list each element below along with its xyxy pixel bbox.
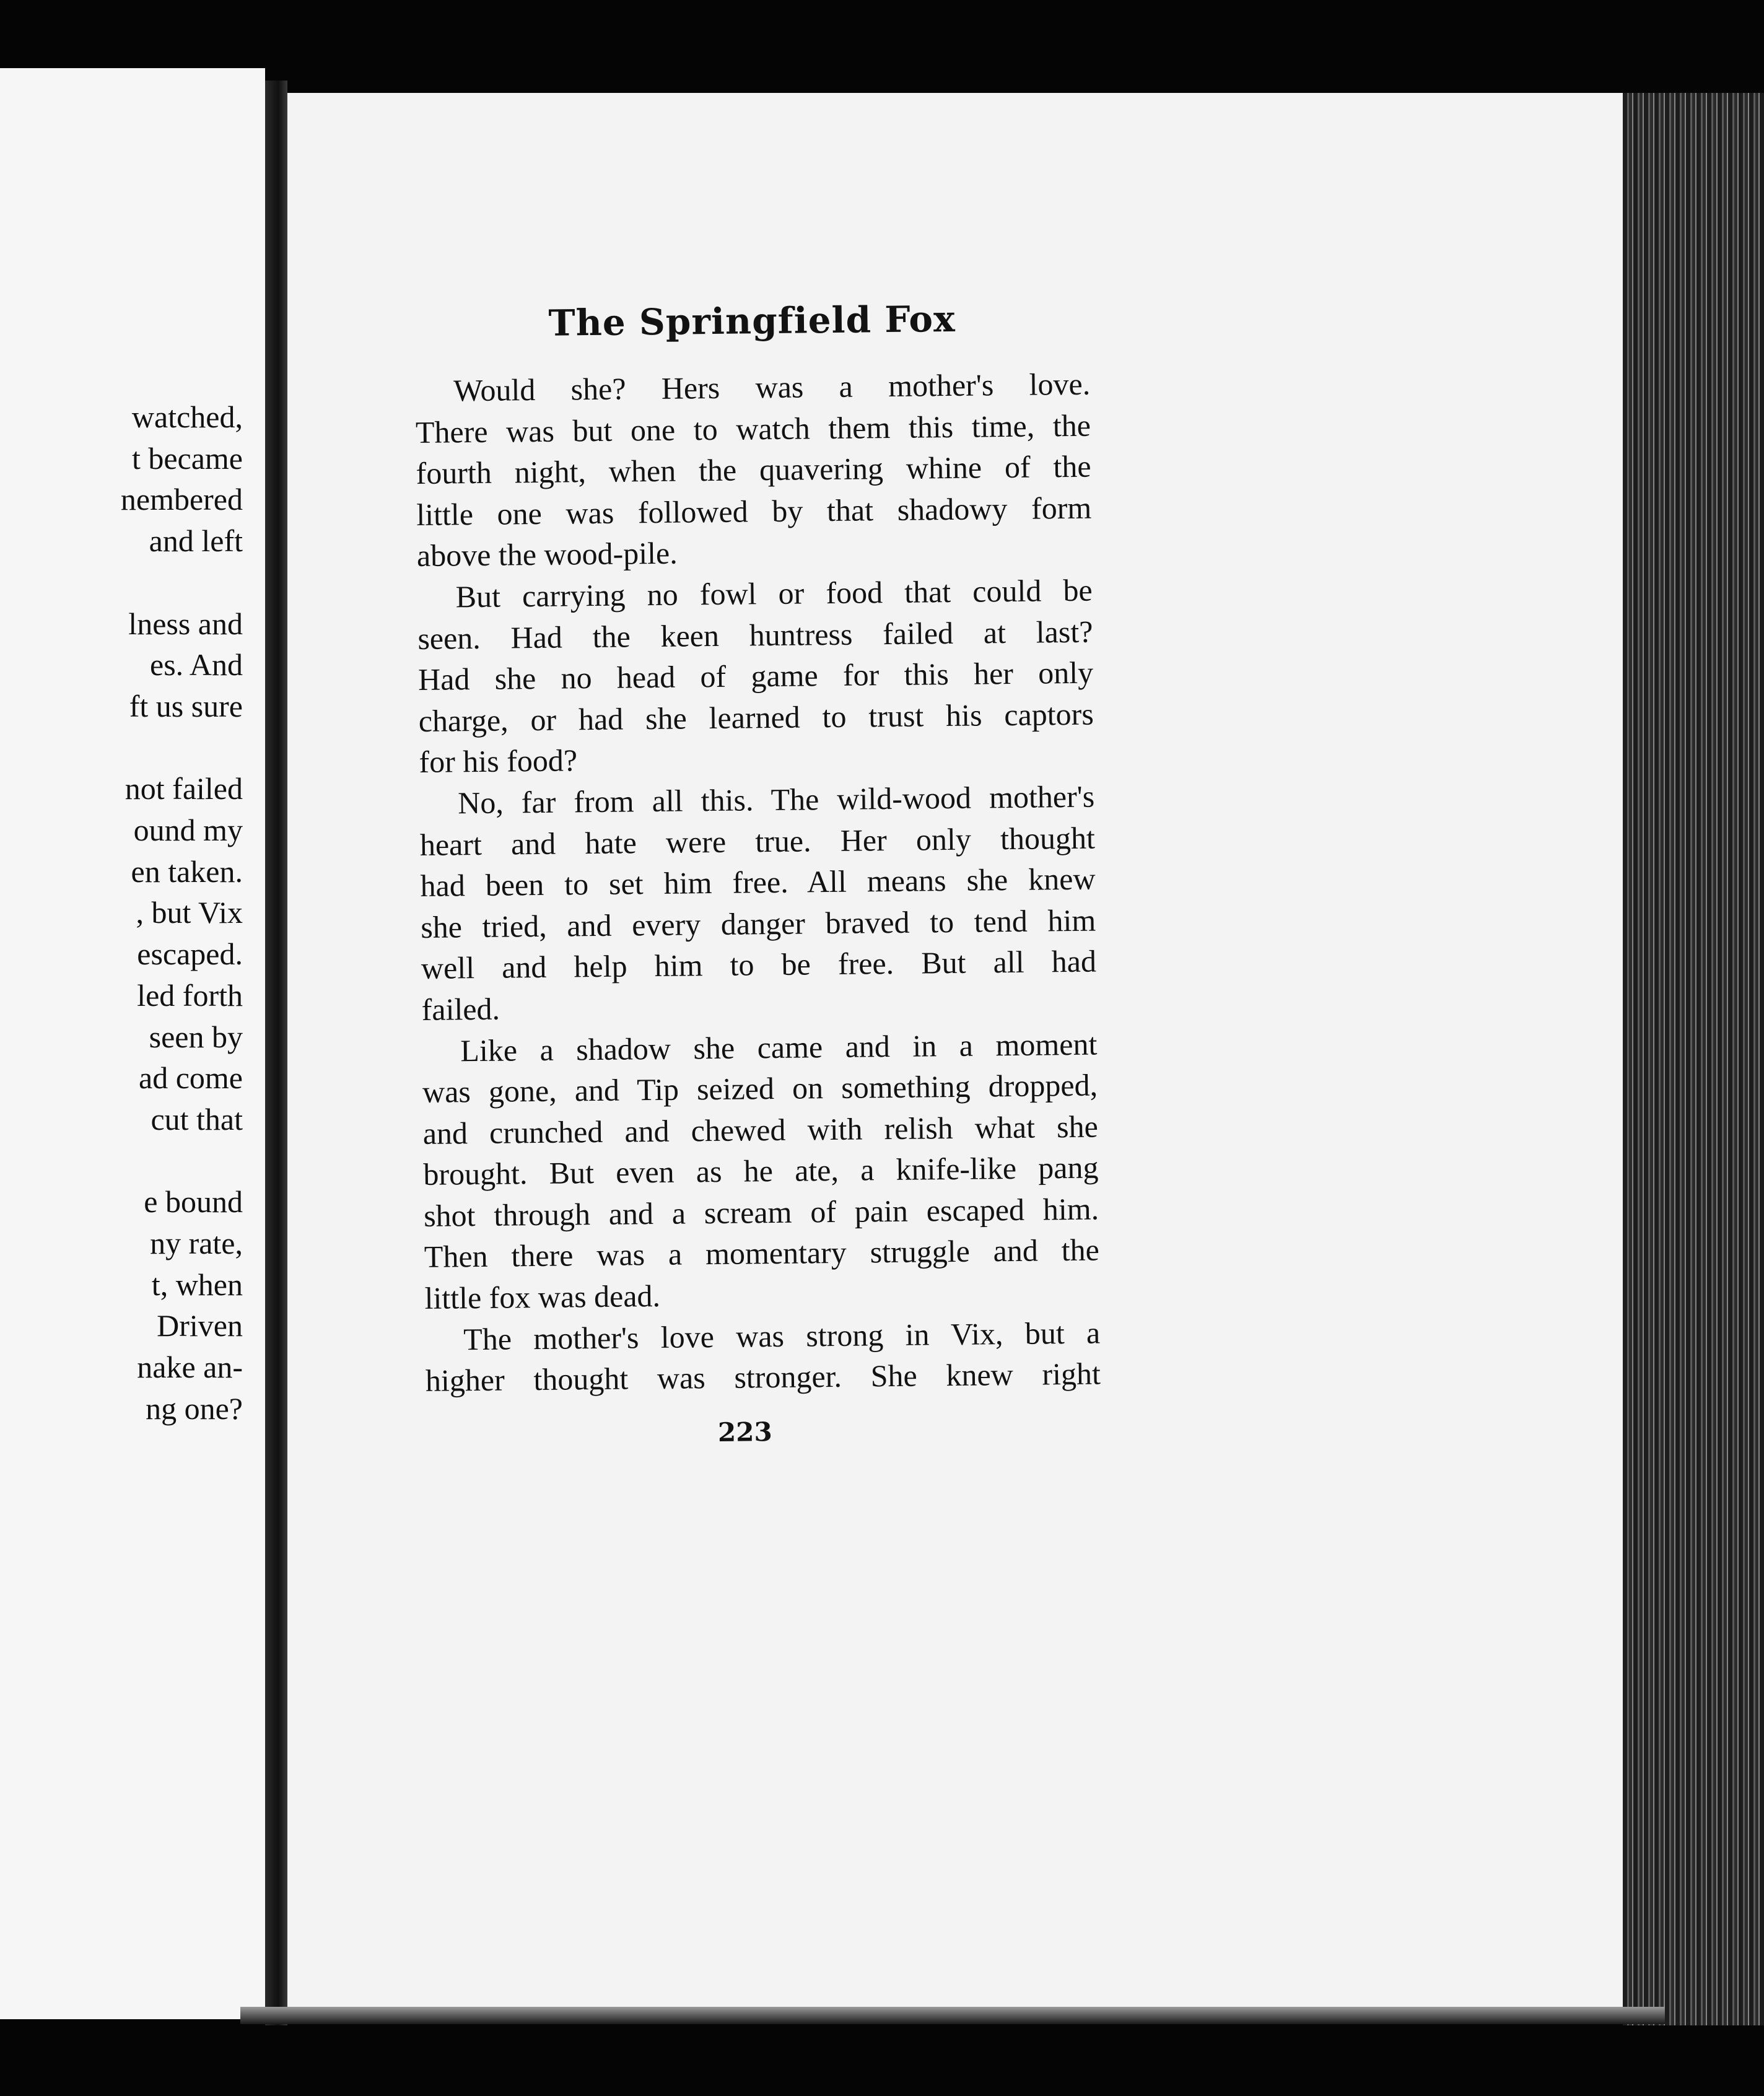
left-line: lness and: [128, 606, 243, 641]
left-line: ad come: [139, 1060, 243, 1096]
left-line: cut that: [151, 1101, 243, 1137]
left-line: and left: [149, 523, 243, 559]
body-text: [415, 364, 1101, 1402]
paragraph: [425, 1312, 1101, 1402]
text-line: little one was followed by that shadowy form: [416, 490, 1092, 532]
text-line: was gone, and Tip seized on something dropped,: [422, 1067, 1098, 1110]
left-line: t, when: [151, 1267, 243, 1302]
text-line: she tried, and every danger braved to tend him: [420, 902, 1096, 945]
text-line: Then there was a momentary struggle and the: [424, 1232, 1100, 1275]
text-line: Had she no head of game for this her only: [417, 655, 1094, 697]
text-line: higher thought was stronger. She knew right: [425, 1356, 1101, 1399]
text-line: brought. But even as he ate, a knife-like pang: [423, 1150, 1099, 1192]
page-block-edge: [1623, 93, 1764, 2025]
text-line: above the wood-pile.: [416, 535, 678, 574]
left-page: [0, 68, 265, 2019]
text-line: well and help him to be free. But all had: [421, 943, 1097, 986]
text-line: There was but one to watch them this time, the: [415, 408, 1091, 450]
text-line: Like a shadow she came and in a moment: [460, 1026, 1098, 1068]
left-line: ft us sure: [129, 688, 243, 723]
left-paragraph-gap: [121, 1140, 243, 1182]
page-number: 223: [717, 1416, 772, 1448]
text-line: shot through and a scream of pain escaped him.: [423, 1191, 1099, 1233]
left-paragraph-gap: [121, 727, 243, 769]
paragraph: [419, 775, 1097, 1030]
paragraph: [417, 570, 1094, 783]
left-paragraph-gap: [121, 562, 243, 603]
left-line: es. And: [150, 647, 243, 683]
left-line: escaped.: [137, 937, 243, 972]
left-line: ny rate,: [150, 1226, 243, 1261]
text-line: seen. Had the keen huntress failed at last?: [417, 614, 1093, 656]
text-line: little fox was dead.: [424, 1278, 661, 1316]
paragraph: [415, 364, 1092, 577]
right-page-text: [415, 297, 1101, 1451]
left-page-text: [121, 396, 243, 1430]
left-line: not failed: [124, 771, 243, 806]
left-line: ng one?: [146, 1391, 243, 1426]
running-head: The Springfield Fox: [548, 297, 956, 344]
text-line: But carrying no fowl or food that could be: [455, 572, 1093, 614]
left-line: watched,: [131, 400, 243, 434]
text-line: fourth night, when the quavering whine of the: [416, 448, 1091, 491]
text-line: and crunched and chewed with relish what she: [422, 1109, 1099, 1151]
left-line: Driven: [157, 1308, 243, 1343]
text-line: The mother's love was strong in Vix, but a: [463, 1315, 1101, 1356]
text-line: failed.: [421, 991, 500, 1027]
left-line: , but Vix: [136, 895, 243, 930]
left-line: en taken.: [131, 854, 243, 889]
text-line: charge, or had she learned to trust his captors: [418, 696, 1094, 738]
left-line: nembered: [120, 482, 243, 517]
book-gutter: [265, 81, 287, 2025]
text-line: had been to set him free. All means she knew: [420, 861, 1096, 904]
left-line: nake an-: [137, 1350, 243, 1385]
text-line: heart and hate were true. Her only thought: [419, 820, 1096, 862]
left-line: ound my: [133, 813, 243, 847]
paragraph: [422, 1023, 1100, 1319]
left-line: t became: [131, 440, 243, 476]
left-line: e bound: [144, 1184, 243, 1220]
text-line: for his food?: [419, 743, 578, 780]
text-line: Would she? Hers was a mother's love.: [453, 366, 1091, 408]
left-line: led forth: [137, 977, 243, 1013]
bottom-page-edge: [240, 2007, 1665, 2024]
left-line: seen by: [149, 1019, 243, 1054]
text-line: No, far from all this. The wild-wood mother's: [457, 779, 1095, 821]
